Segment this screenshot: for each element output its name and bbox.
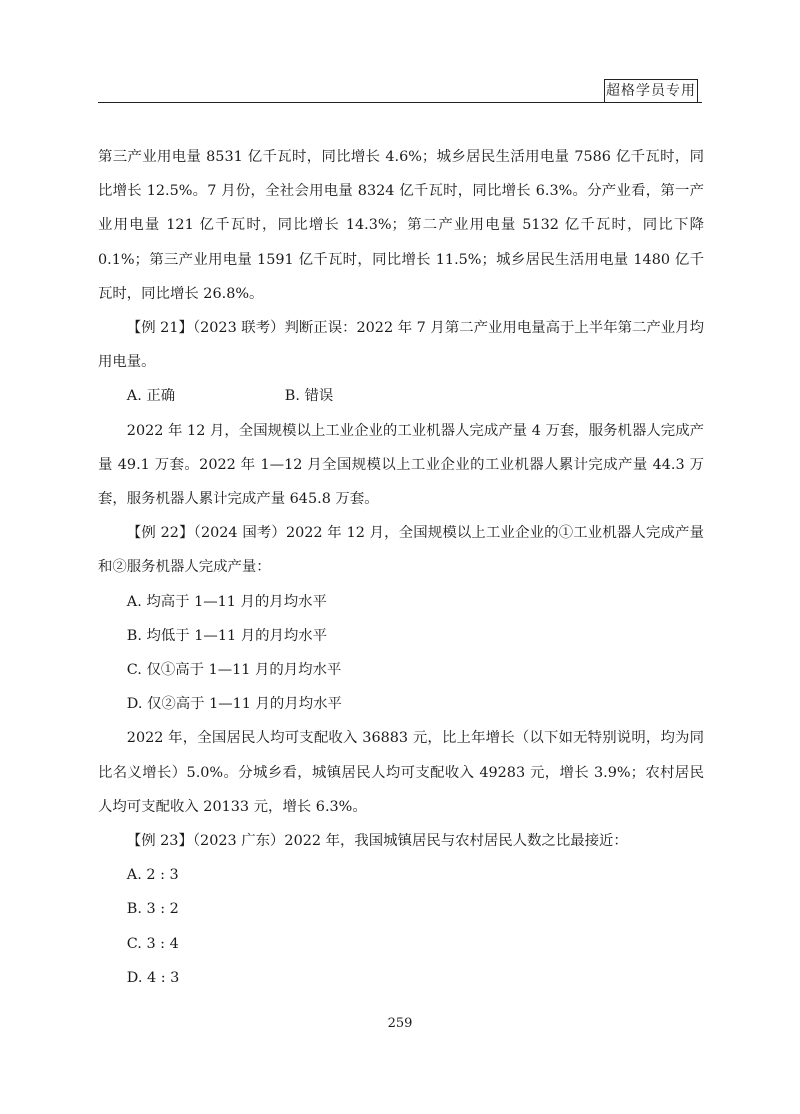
option-b: B. 均低于 1—11 月的月均水平 bbox=[126, 627, 328, 644]
option-a: A. 2 : 3 bbox=[126, 867, 179, 884]
paragraph-electricity: 第三产业用电量 8531 亿千瓦时，同比增长 4.6%；城乡居民生活用电量 7586 亿千瓦时，同比增长 12.5%。7 月份，全社会用电量 8324 亿千瓦时，同比增长 6.3%。分产业看，第一产业用电量 121 亿千瓦时，同比增长 14.3%；第二产业用电量 5132 亿千瓦时，同比下降 0.1%；第三产业用电量 1591 亿千瓦时，同比增长 11.5%；城乡居民生活用电量 1480 亿千瓦时，同比增长 26.8%。 bbox=[98, 149, 704, 302]
question-21-stem: 【例 21】（2023 联考）判断正误：2022 年 7 月第二产业用电量高于上半年第二产业月均用电量。 bbox=[98, 320, 704, 371]
header-badge: 超格学员专用 bbox=[604, 79, 698, 103]
page-content bbox=[98, 140, 704, 995]
option-d: D. 仅②高于 1—11 月的月均水平 bbox=[126, 696, 342, 713]
question-23-stem: 【例 23】（2023 广东）2022 年，我国城镇居民与农村居民人数之比最接近： bbox=[126, 833, 628, 850]
paragraph-robots: 2022 年 12 月，全国规模以上工业企业的工业机器人完成产量 4 万套，服务机器人完成产量 49.1 万套。2022 年 1—12 月全国规模以上工业企业的工业机器人累计完成产量 44.3 万套，服务机器人累计完成产量 645.8 万套。 bbox=[98, 422, 704, 508]
option-a: A. 均高于 1—11 月的月均水平 bbox=[126, 593, 327, 610]
question-21-options bbox=[98, 379, 704, 413]
question-22-stem: 【例 22】（2024 国考）2022 年 12 月，全国规模以上工业企业的①工业机器人完成产量和②服务机器人完成产量： bbox=[98, 525, 704, 576]
option-b: B. 3 : 2 bbox=[126, 901, 179, 918]
header-rule bbox=[98, 102, 702, 103]
option-c: C. 仅①高于 1—11 月的月均水平 bbox=[126, 662, 342, 679]
page-number: 259 bbox=[387, 1016, 413, 1031]
paragraph-income: 2022 年，全国居民人均可支配收入 36883 元，比上年增长（以下如无特别说明，均为同比名义增长）5.0%。分城乡看，城镇居民人均可支配收入 49283 元，增长 3.9%；农村居民人均可支配收入 20133 元，增长 6.3%。 bbox=[98, 730, 704, 815]
option-b: B. 错误 bbox=[284, 388, 334, 405]
option-d: D. 4 : 3 bbox=[126, 969, 180, 986]
option-c: C. 3 : 4 bbox=[126, 935, 179, 952]
option-a: A. 正确 bbox=[126, 388, 176, 405]
